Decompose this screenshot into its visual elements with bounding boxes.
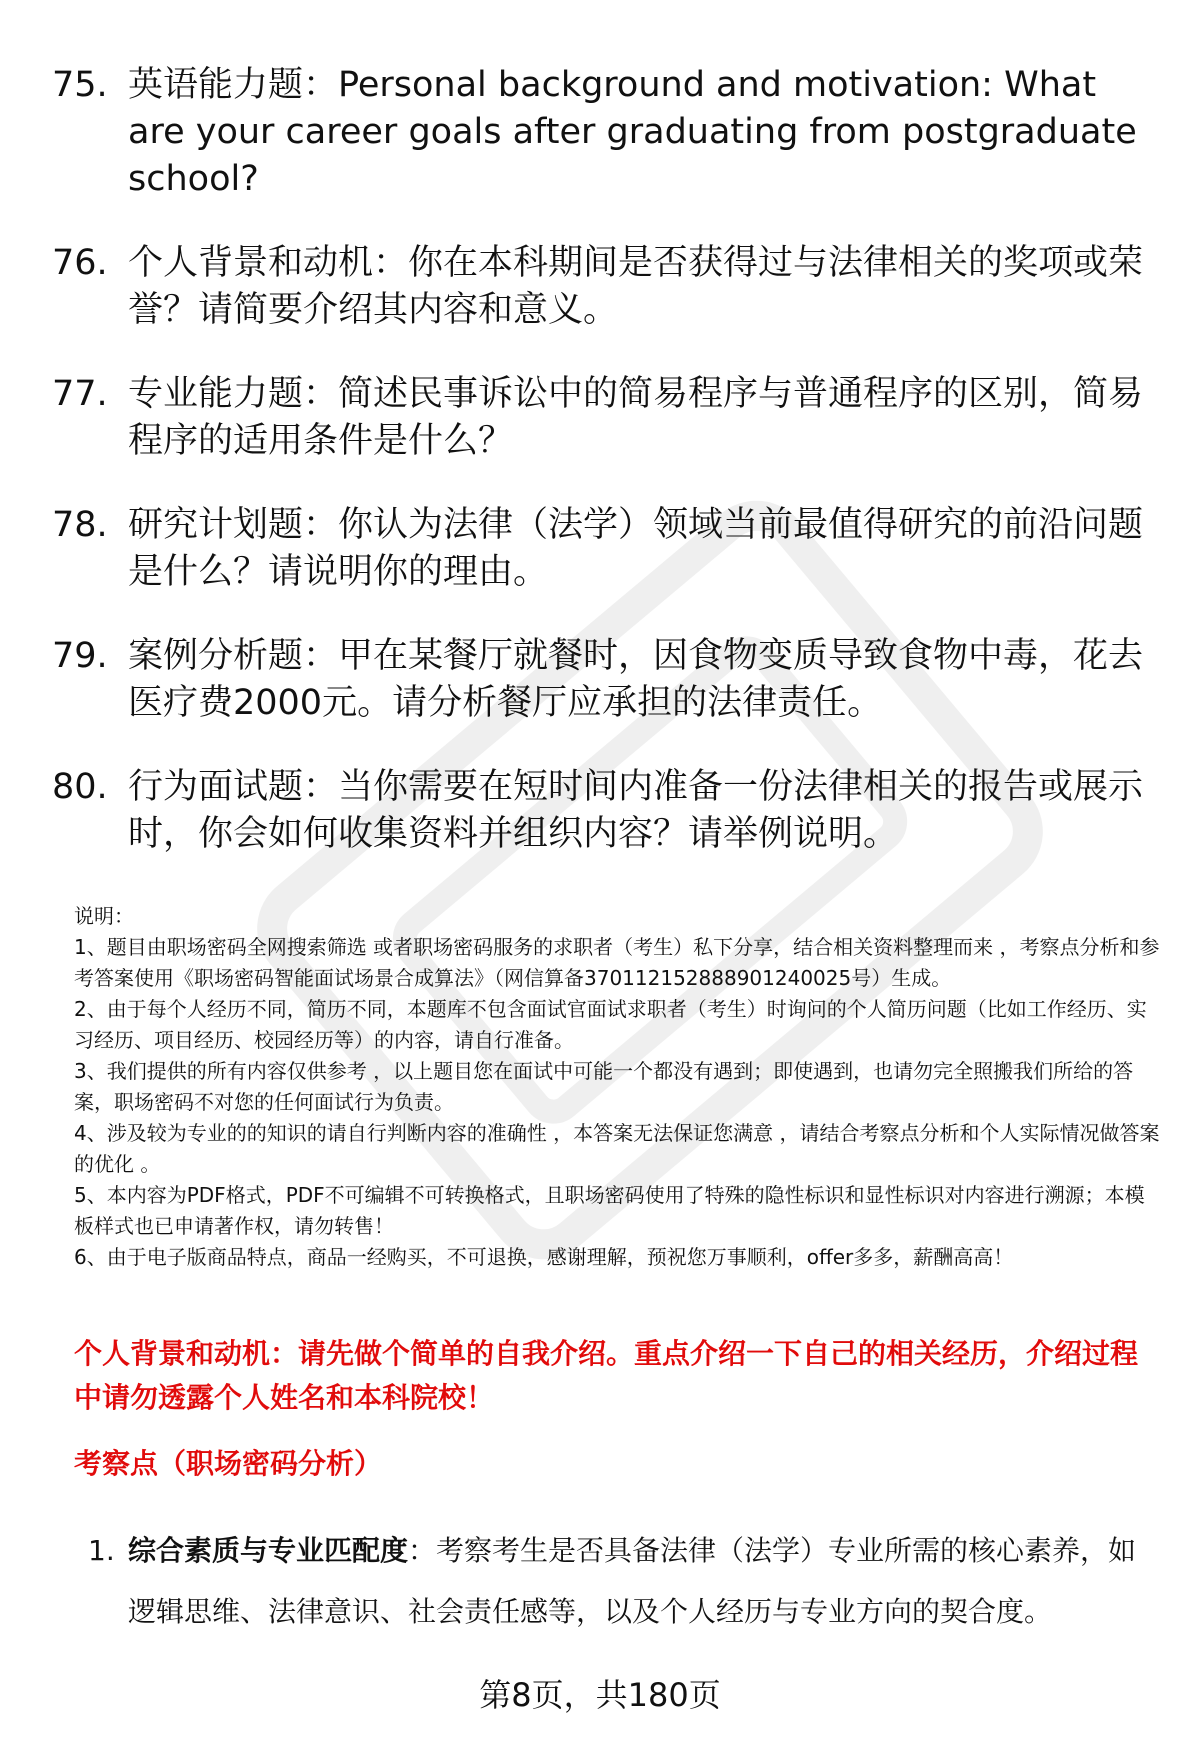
question-item: [0, 62, 1200, 203]
analysis-heading: 考察点（职场密码分析）: [74, 1447, 383, 1480]
question-text: 个人背景和动机：你在本科期间是否获得过与法律相关的奖项或荣誉？请简要介绍其内容和意义。: [128, 243, 1144, 330]
question-list: [0, 62, 1200, 895]
question-text: 研究计划题：你认为法律（法学）领域当前最值得研究的前沿问题是什么？请说明你的理由。: [128, 505, 1144, 592]
notes-section: [74, 901, 1164, 1273]
question-number: 78.: [52, 505, 108, 545]
question-text: 行为面试题：当你需要在短时间内准备一份法律相关的报告或展示时，你会如何收集资料并组织内容？请举例说明。: [128, 767, 1144, 854]
question-number: 75.: [52, 65, 108, 105]
question-item: [0, 633, 1200, 727]
note-item: 2、由于每个人经历不同，简历不同，本题库不包含面试官面试求职者（考生）时询问的个人简历问题（比如工作经历、实习经历、项目经历、校园经历等）的内容，请自行准备。: [74, 997, 1147, 1052]
page-number: 第8页，共180页: [479, 1676, 721, 1714]
question-number: 79.: [52, 636, 108, 676]
question-item: [0, 371, 1200, 465]
analysis-point-title: 综合素质与专业匹配度: [128, 1534, 409, 1567]
analysis-point: [88, 1520, 1138, 1642]
note-item: 4、涉及较为专业的的知识的请自行判断内容的准确性 ，本答案无法保证您满意 ，请结合考察点分析和个人实际情况做答案的优化 。: [74, 1121, 1160, 1176]
question-number: 76.: [52, 243, 108, 283]
question-number: 77.: [52, 374, 108, 414]
question-text: 专业能力题：简述民事诉讼中的简易程序与普通程序的区别，简易程序的适用条件是什么？: [128, 374, 1144, 461]
question-item: [0, 240, 1200, 334]
question-item: [0, 764, 1200, 858]
notes-heading: 说明：: [74, 904, 134, 928]
note-item: 3、我们提供的所有内容仅供参考 ，以上题目您在面试中可能一个都没有遇到；即使遇到，也请勿完全照搬我们所给的答案，职场密码不对您的任何面试行为负责。: [74, 1059, 1134, 1114]
note-item: 6、由于电子版商品特点，商品一经购买，不可退换，感谢理解，预祝您万事顺利，offer多多，薪酬高高！: [74, 1245, 1014, 1269]
analysis-point-text: ：考察考生是否具备法律（法学）专业所需的核心素养，如逻辑思维、法律意识、社会责任感等，以及个人经历与专业方向的契合度。: [128, 1534, 1137, 1628]
note-item: 5、本内容为PDF格式，PDF不可编辑不可转换格式，且职场密码使用了特殊的隐性标识和显性标识对内容进行溯源；本模板样式也已申请著作权，请勿转售！: [74, 1183, 1145, 1238]
question-text: 案例分析题：甲在某餐厅就餐时，因食物变质导致食物中毒，花去医疗费2000元。请分析餐厅应承担的法律责任。: [128, 636, 1144, 723]
analysis-point-number: 1.: [88, 1534, 115, 1567]
note-item: 1、题目由职场密码全网搜索筛选 或者职场密码服务的求职者（考生）私下分享，结合相关资料整理而来 ，考察点分析和参考答案使用《职场密码智能面试场景合成算法》（网信算备370112152888901240025号）生成。: [74, 935, 1160, 990]
question-item: [0, 502, 1200, 596]
question-number: 80.: [52, 767, 108, 807]
featured-question: 个人背景和动机：请先做个简单的自我介绍。重点介绍一下自己的相关经历，介绍过程中请勿透露个人姓名和本科院校！: [74, 1337, 1139, 1414]
question-text: 英语能力题：Personal background and motivation: What are your career goals after graduating from postgraduate school?: [128, 65, 1137, 199]
